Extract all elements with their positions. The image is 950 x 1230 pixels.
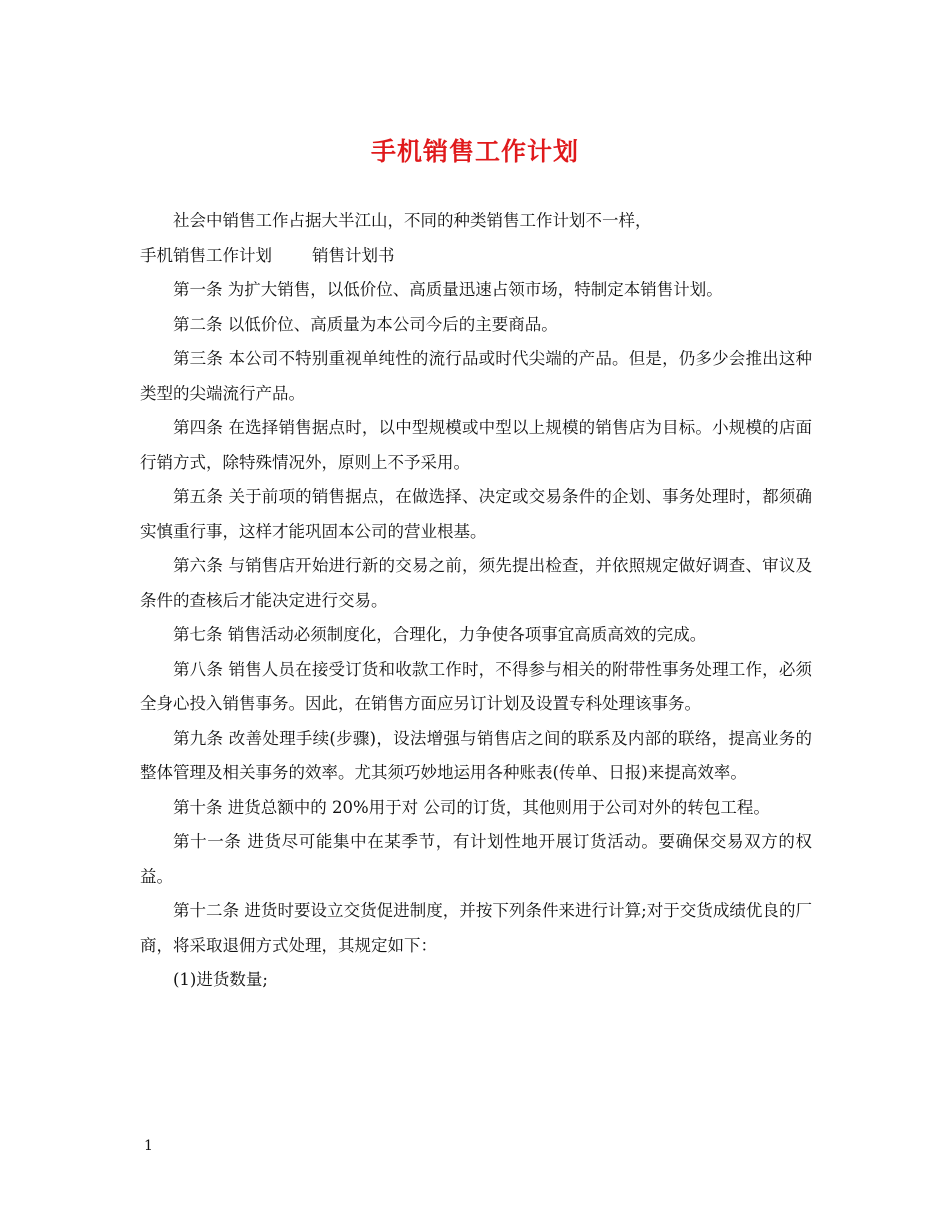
article-8: 第八条 销售人员在接受订货和收款工作时，不得参与相关的附带性事务处理工作，必须全身心投入销售事务。因此，在销售方面应另订计划及设置专科处理该事务。 xyxy=(140,659,812,713)
article-9: 第九条 改善处理手续(步骤)，设法增强与销售店之间的联系及内部的联络，提高业务的整体管理及相关事务的效率。尤其须巧妙地运用各种账表(传单、日报)来提高效率。 xyxy=(140,728,812,782)
article-10: 第十条 进货总额中的 20%用于对 公司的订货，其他则用于公司对外的转包工程。 xyxy=(173,797,770,817)
document-body xyxy=(140,204,812,998)
article-4: 第四条 在选择销售据点时，以中型规模或中型以上规模的销售店为目标。小规模的店面行销方式，除特殊情况外，原则上不予采用。 xyxy=(140,418,812,472)
article-11: 第十一条 进货尽可能集中在某季节，有计划性地开展订货活动。要确保交易双方的权益。 xyxy=(140,832,812,886)
article-1: 第一条 为扩大销售，以低价位、高质量迅速占领市场，特制定本销售计划。 xyxy=(173,280,723,299)
document-title: 手机销售工作计划 xyxy=(370,137,579,166)
article-12: 第十二条 进货时要设立交货促进制度，并按下列条件来进行计算;对于交货成绩优良的厂商，将采取退佣方式处理，其规定如下： xyxy=(140,901,812,955)
article-2: 第二条 以低价位、高质量为本公司今后的主要商品。 xyxy=(173,314,558,334)
subtitle-line xyxy=(140,239,812,274)
article-7: 第七条 销售活动必须制度化，合理化，力争使各项事宜高质高效的完成。 xyxy=(173,625,707,644)
list-item-1: (1)进货数量; xyxy=(173,970,268,989)
page-number: 1 xyxy=(144,1138,153,1154)
subtitle-right: 销售计划书 xyxy=(312,245,395,265)
subtitle-left: 手机销售工作计划 xyxy=(140,245,272,265)
article-6: 第六条 与销售店开始进行新的交易之前，须先提出检查，并依照规定做好调查、审议及条件的查核后才能决定进行交易。 xyxy=(140,556,812,610)
article-3: 第三条 本公司不特别重视单纯性的流行品或时代尖端的产品。但是，仍多少会推出这种类型的尖端流行产品。 xyxy=(140,349,812,403)
intro-paragraph: 社会中销售工作占据大半江山，不同的种类销售工作计划不一样， xyxy=(173,211,652,230)
article-5: 第五条 关于前项的销售据点，在做选择、决定或交易条件的企划、事务处理时，都须确实慎重行事，这样才能巩固本公司的营业根基。 xyxy=(140,487,812,541)
